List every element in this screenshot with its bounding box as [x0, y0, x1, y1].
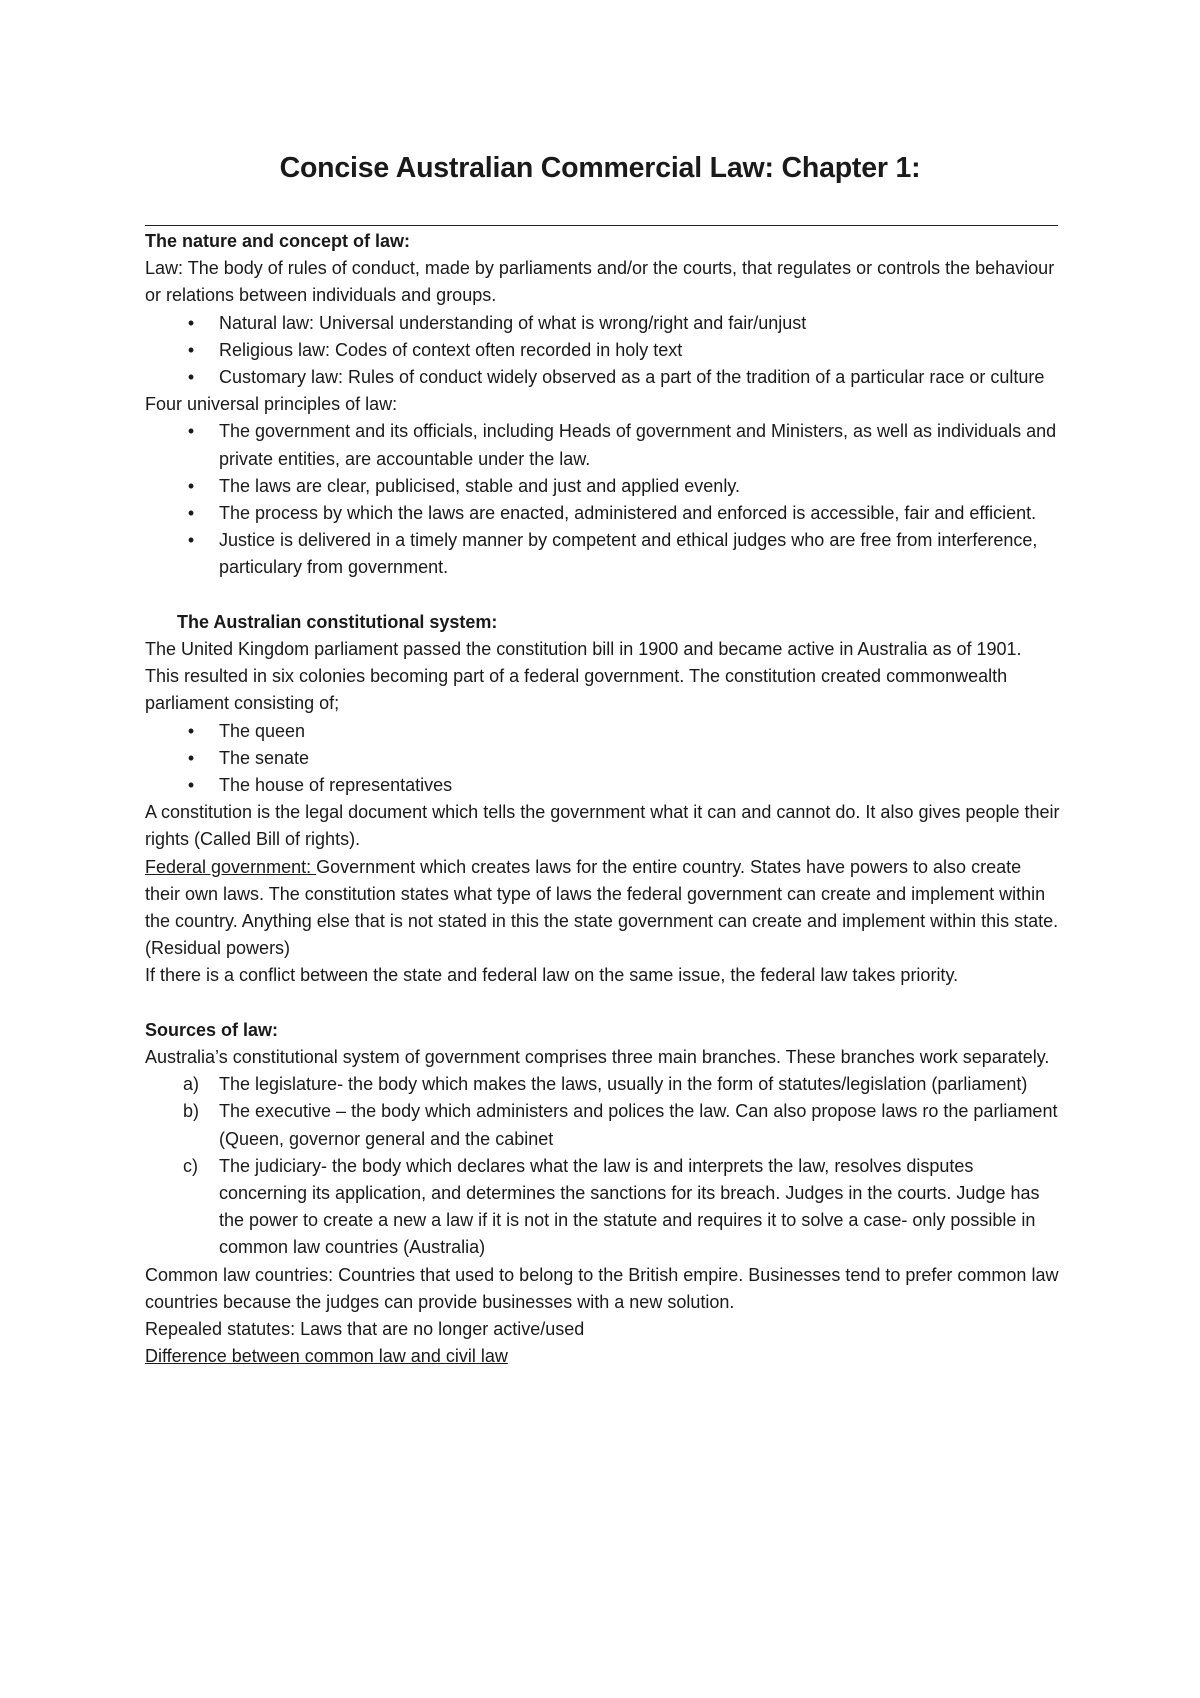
law-definition: Law: The body of rules of conduct, made by parliaments and/or the courts, that regulates or controls the behaviour or relations between individuals and groups. — [145, 258, 1055, 306]
bullet-icon: • — [187, 775, 195, 796]
repealed-statutes-paragraph: Repealed statutes: Laws that are no longer active/used — [145, 1319, 585, 1340]
bullet-icon: • — [187, 421, 195, 442]
constitution-definition: A constitution is the legal document which tells the government what it can and cannot do. It also gives people their rights (Called Bill of rights). — [145, 802, 1060, 850]
bullet-icon: • — [187, 747, 195, 768]
bullet-icon: • — [187, 475, 195, 496]
list-item: • The house of representatives — [145, 772, 1060, 799]
section-heading-nature-of-law: The nature and concept of law: — [145, 231, 411, 251]
list-marker: b) — [183, 1101, 200, 1122]
title-divider — [145, 225, 1058, 226]
list-item: • Natural law: Universal understanding of what is wrong/right and fair/unjust — [145, 310, 1060, 337]
bullet-icon: • — [187, 503, 195, 524]
document-body — [145, 228, 1060, 1371]
spacer — [145, 990, 1060, 1017]
list-item: • The laws are clear, publicised, stable and just and applied evenly. — [145, 473, 1060, 500]
conflict-paragraph: If there is a conflict between the state and federal law on the same issue, the federal law takes priority. — [145, 965, 959, 986]
principles-list — [145, 418, 1060, 581]
types-of-law-list — [145, 310, 1060, 392]
spacer — [145, 582, 1060, 609]
list-item: • Customary law: Rules of conduct widely observed as a part of the tradition of a particular race or culture — [145, 364, 1060, 391]
parliament-members-list — [145, 718, 1060, 800]
federal-government-paragraph — [145, 854, 1060, 963]
branches-intro: Australia’s constitutional system of government comprises three main branches. These branches work separately. — [145, 1047, 1050, 1068]
list-item: b) The executive – the body which administers and polices the law. Can also propose laws ro the parliament (Queen, governor general and the cabinet — [145, 1098, 1060, 1152]
page-title: Concise Australian Commercial Law: Chapter 1: — [279, 152, 921, 184]
list-item: • The queen — [145, 718, 1060, 745]
list-item: a) The legislature- the body which makes the laws, usually in the form of statutes/legislation (parliament) — [145, 1071, 1060, 1098]
list-marker: c) — [183, 1155, 198, 1176]
list-item: • Religious law: Codes of context often recorded in holy text — [145, 337, 1060, 364]
list-item: c) The judiciary- the body which declares what the law is and interprets the law, resolves disputes concerning its application, and determines the sanctions for its breach. Judges in the courts. Judge has the power to create a new a law if it is not in the statute and requires it to solve a case- only possible in common law countries (Australia) — [145, 1153, 1060, 1262]
section-heading-sources-of-law: Sources of law: — [145, 1019, 279, 1040]
bullet-icon: • — [187, 720, 195, 741]
section-heading-constitutional-system: The Australian constitutional system: — [177, 611, 498, 632]
bullet-icon: • — [187, 312, 195, 333]
federal-government-label: Federal government: — [145, 856, 317, 877]
list-marker: a) — [183, 1074, 200, 1095]
bullet-icon: • — [187, 339, 195, 360]
difference-heading: Difference between common law and civil law — [145, 1346, 508, 1367]
constitution-intro: The United Kingdom parliament passed the constitution bill in 1900 and became active in Australia as of 1901. This resulted in six colonies becoming part of a federal government. The constitution created commonwealth parliament consisting of; — [145, 639, 1022, 714]
list-item: • The process by which the laws are enacted, administered and enforced is accessible, fair and efficient. — [145, 500, 1060, 527]
federal-government-text: Government which creates laws for the entire country. States have powers to also create their own laws. The constitution states what type of laws the federal government can create and implement within the country. Anything else that is not stated in this the state government can create and implement within this state. (Residual powers) — [145, 856, 1059, 959]
bullet-icon: • — [187, 530, 195, 551]
bullet-icon: • — [187, 367, 195, 388]
common-law-paragraph: Common law countries: Countries that used to belong to the British empire. Businesses tend to prefer common law countries because the judges can provide businesses with a new solution. — [145, 1264, 1059, 1312]
branches-list — [145, 1071, 1060, 1261]
list-item: • The senate — [145, 745, 1060, 772]
list-item: • Justice is delivered in a timely manner by competent and ethical judges who are free from interference, particulary from government. — [145, 527, 1060, 581]
list-item: • The government and its officials, including Heads of government and Ministers, as well as individuals and private entities, are accountable under the law. — [145, 418, 1060, 472]
principles-intro: Four universal principles of law: — [145, 394, 398, 415]
